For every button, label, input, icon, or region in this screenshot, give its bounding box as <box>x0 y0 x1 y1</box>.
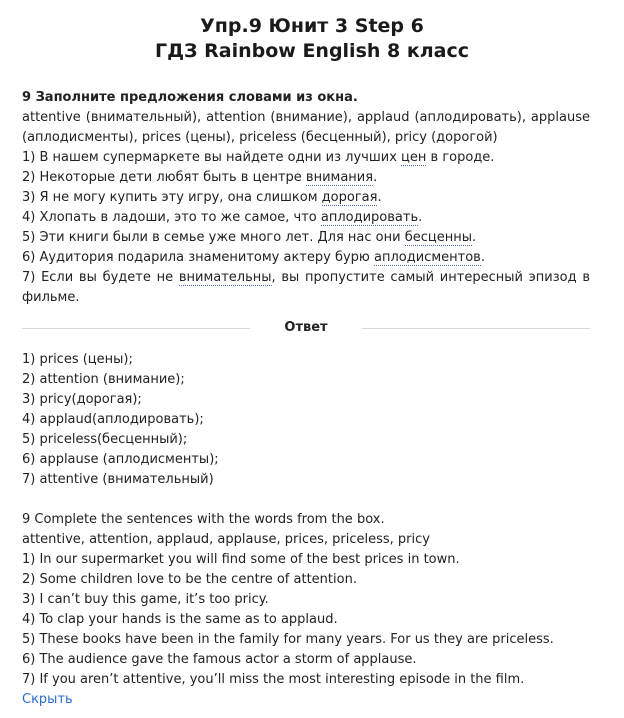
answer-label: Ответ <box>284 320 328 335</box>
task-en-sentence: 7) If you aren’t attentive, you’ll miss the most interesting episode in the film. <box>22 672 525 687</box>
task-en-sentence: 4) To clap your hands is the same as to applaud. <box>22 612 338 627</box>
sentence-text: 2) Некоторые дети любят быть в центре <box>22 170 306 185</box>
answer-item: 4) applaud(аплодировать); <box>22 412 204 427</box>
filled-word: бесценны <box>404 230 472 245</box>
task-en-sentence: 6) The audience gave the famous actor a storm of applause. <box>22 652 417 667</box>
answer-divider <box>22 318 590 338</box>
sentence-text: . <box>418 210 423 225</box>
task-ru-sentence <box>22 248 590 268</box>
exercise-content <box>22 88 590 710</box>
task-en-sentence: 3) I can’t buy this game, it’s too pricy. <box>22 592 269 607</box>
task-en-heading: 9 Complete the sentences with the words from the box. <box>22 512 385 527</box>
answer-item: 3) pricy(дорогая); <box>22 392 142 407</box>
answer-item: 2) attention (внимание); <box>22 372 185 387</box>
sentence-text: 5) Эти книги были в семье уже много лет. Для нас они <box>22 230 405 245</box>
divider-line <box>362 328 590 329</box>
answer-item: 1) prices (цены); <box>22 352 133 367</box>
title-line-2: ГДЗ Rainbow English 8 класс <box>154 40 470 62</box>
sentence-text: . <box>471 230 477 245</box>
sentence-text: . <box>480 250 485 265</box>
sentence-text: . <box>373 170 378 185</box>
task-en-sentence: 2) Some children love to be the centre of attention. <box>22 572 357 587</box>
sentence-text: в городе. <box>426 150 495 165</box>
task-en-words: attentive, attention, applaud, applause, prices, priceless, pricy <box>22 532 430 547</box>
page-title <box>0 14 624 64</box>
sentence-text: 6) Аудитория подарила знаменитому актеру бурю <box>22 250 374 265</box>
title-line-1: Упр.9 Юнит 3 Step 6 <box>200 15 424 37</box>
filled-word: внимательны <box>178 270 272 285</box>
filled-word: аплодировать <box>320 210 419 225</box>
filled-word: внимания <box>305 170 374 185</box>
hide-link[interactable]: Скрыть <box>22 692 73 707</box>
sentence-text: 7) Если вы будете не <box>22 270 179 285</box>
task-ru-sentence <box>22 148 590 168</box>
filled-word: аплодисментов <box>374 250 481 265</box>
task-ru-sentence <box>22 168 590 188</box>
task-ru-sentence <box>22 228 590 248</box>
sentence-text: 4) Хлопать в ладоши, это то же самое, что <box>22 210 321 225</box>
task-ru-sentence <box>22 208 590 228</box>
task-ru-words: attentive (внимательный), attention (внимание), applaud (аплодировать), applause (аплодисменты), prices (цены), priceless (бесценный), pricy (дорогой) <box>22 110 590 145</box>
sentence-text: 1) В нашем супермаркете вы найдете одни из лучших <box>22 150 402 165</box>
task-ru-sentence <box>22 188 590 208</box>
task-ru-sentence <box>22 268 590 308</box>
task-ru-heading: 9 Заполните предложения словами из окна. <box>22 90 358 105</box>
filled-word: дорогая <box>321 190 378 205</box>
sentence-text: , вы пропустите самый интересный эпизод в фильме. <box>22 270 590 305</box>
sentence-text: . <box>377 190 382 205</box>
task-en-sentence: 5) These books have been in the family for many years. For us they are priceless. <box>22 632 554 647</box>
answer-item: 6) applause (аплодисменты); <box>22 452 219 467</box>
sentence-text: 3) Я не могу купить эту игру, она слишком <box>22 190 322 205</box>
filled-word: цен <box>401 150 427 165</box>
answer-item: 7) attentive (внимательный) <box>22 472 214 487</box>
task-en-sentence: 1) In our supermarket you will find some of the best prices in town. <box>22 552 460 567</box>
answer-item: 5) priceless(бесценный); <box>22 432 188 447</box>
